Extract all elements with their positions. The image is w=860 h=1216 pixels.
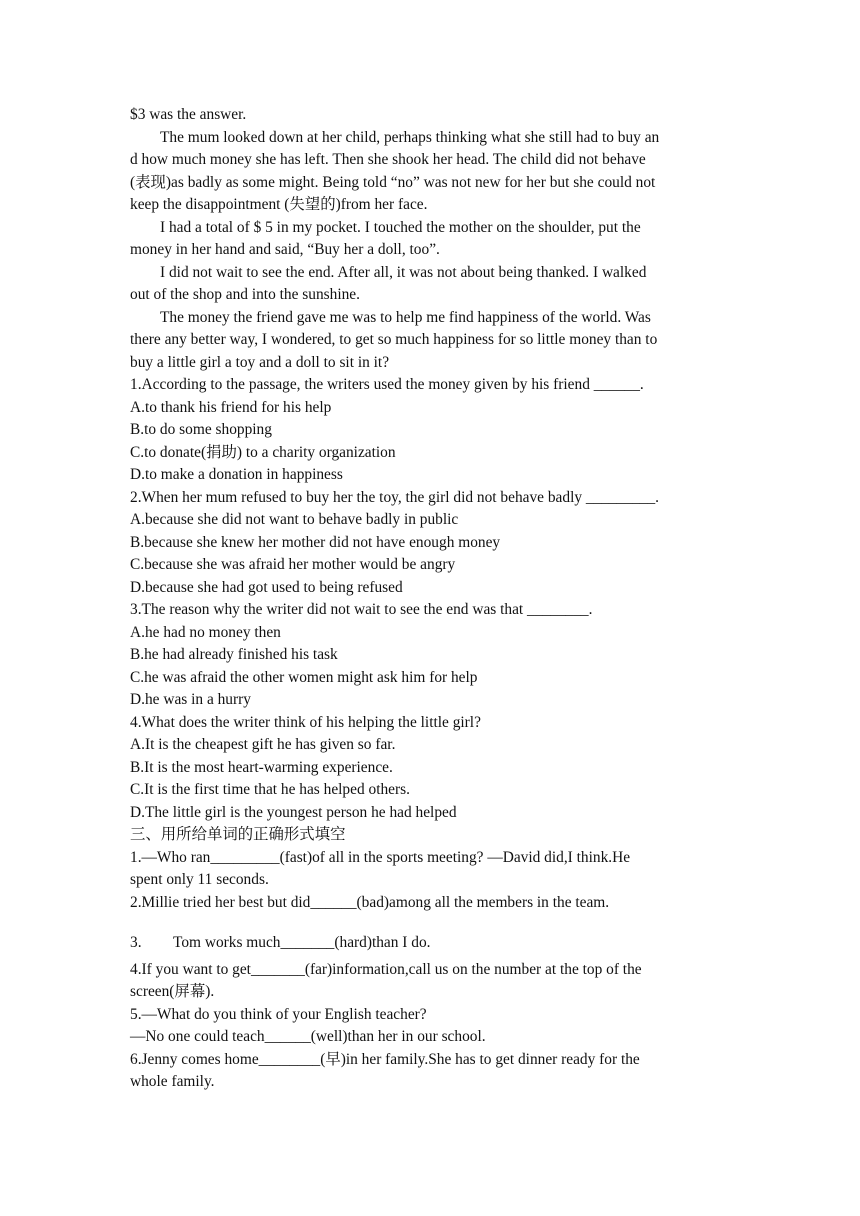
fill-item-3: [130, 932, 740, 955]
option-b: B.It is the most heart-warming experience.: [130, 758, 393, 776]
passage-line: $3 was the answer.: [130, 106, 247, 123]
fill-item-1: 1.—Who ran_________(fast)of all in the sports meeting? —David did,I think.He: [130, 848, 631, 866]
fill-item-3-text: Tom works much_______(hard)than I do.: [173, 934, 431, 951]
spacer: [130, 914, 740, 932]
fill-item-2: 2.Millie tried her best but did______(bad)among all the members in the team.: [130, 893, 610, 911]
fill-item-4-cont: screen(屏幕).: [130, 983, 215, 1000]
passage-line: The mum looked down at her child, perhaps thinking what she still had to buy an: [160, 128, 660, 146]
option-c: C.because she was afraid her mother would be angry: [130, 556, 456, 573]
fill-item-1-cont: spent only 11 seconds.: [130, 871, 269, 888]
fill-item-5-answer: —No one could teach______(well)than her in our school.: [130, 1028, 486, 1045]
question-stem: 3.The reason why the writer did not wait to see the end was that ________.: [130, 601, 593, 618]
option-c: C.It is the first time that he has helped others.: [130, 781, 410, 798]
fill-item-4: 4.If you want to get_______(far)information,call us on the number at the top of the: [130, 960, 642, 978]
option-a: A.because she did not want to behave badly in public: [130, 511, 459, 528]
option-b: B.he had already finished his task: [130, 646, 338, 663]
option-d: D.he was in a hurry: [130, 691, 251, 708]
option-d: D.to make a donation in happiness: [130, 466, 343, 483]
passage-line: keep the disappointment (失望的)from her face.: [130, 196, 428, 213]
fill-item-5: 5.—What do you think of your English teacher?: [130, 1005, 427, 1023]
passage-line: I had a total of $ 5 in my pocket. I touched the mother on the shoulder, put the: [160, 218, 641, 236]
option-d: D.The little girl is the youngest person he had helped: [130, 803, 457, 821]
option-a: A.to thank his friend for his help: [130, 398, 332, 416]
document-page: [130, 104, 740, 1094]
fill-item-6-cont: whole family.: [130, 1073, 215, 1090]
passage-line: there any better way, I wondered, to get so much happiness for so little money than to: [130, 331, 658, 348]
fill-item-6: 6.Jenny comes home________(早)in her family.She has to get dinner ready for the: [130, 1050, 640, 1068]
passage-line: The money the friend gave me was to help me find happiness of the world. Was: [160, 308, 651, 326]
question-4: [130, 712, 740, 825]
passage-line: buy a little girl a toy and a doll to sit in it?: [130, 353, 390, 371]
option-c: C.to donate(捐助) to a charity organization: [130, 443, 396, 461]
option-c: C.he was afraid the other women might ask him for help: [130, 668, 478, 686]
option-d: D.because she had got used to being refused: [130, 578, 403, 596]
option-a: A.It is the cheapest gift he has given so far.: [130, 736, 396, 753]
passage-line: I did not wait to see the end. After all, it was not about being thanked. I walked: [160, 263, 647, 281]
option-b: B.to do some shopping: [130, 421, 272, 438]
passage-line: money in her hand and said, “Buy her a doll, too”.: [130, 241, 440, 258]
option-a: A.he had no money then: [130, 623, 281, 641]
section-heading: 三、用所给单词的正确形式填空: [130, 826, 346, 843]
question-3: [130, 599, 740, 712]
question-stem: 4.What does the writer think of his helping the little girl?: [130, 713, 481, 731]
option-b: B.because she knew her mother did not have enough money: [130, 533, 501, 551]
question-1: [130, 374, 740, 487]
passage-line: (表现)as badly as some might. Being told “no” was not new for her but she could not: [130, 173, 656, 191]
fill-item-3-number: 3.: [130, 934, 142, 951]
section-3: [130, 824, 740, 1094]
passage-line: d how much money she has left. Then she shook her head. The child did not behave: [130, 151, 646, 168]
question-2: [130, 487, 740, 600]
question-stem: 2.When her mum refused to buy her the toy, the girl did not behave badly _________.: [130, 488, 659, 506]
question-stem: 1.According to the passage, the writers used the money given by his friend ______.: [130, 376, 644, 393]
passage-line: out of the shop and into the sunshine.: [130, 286, 360, 303]
